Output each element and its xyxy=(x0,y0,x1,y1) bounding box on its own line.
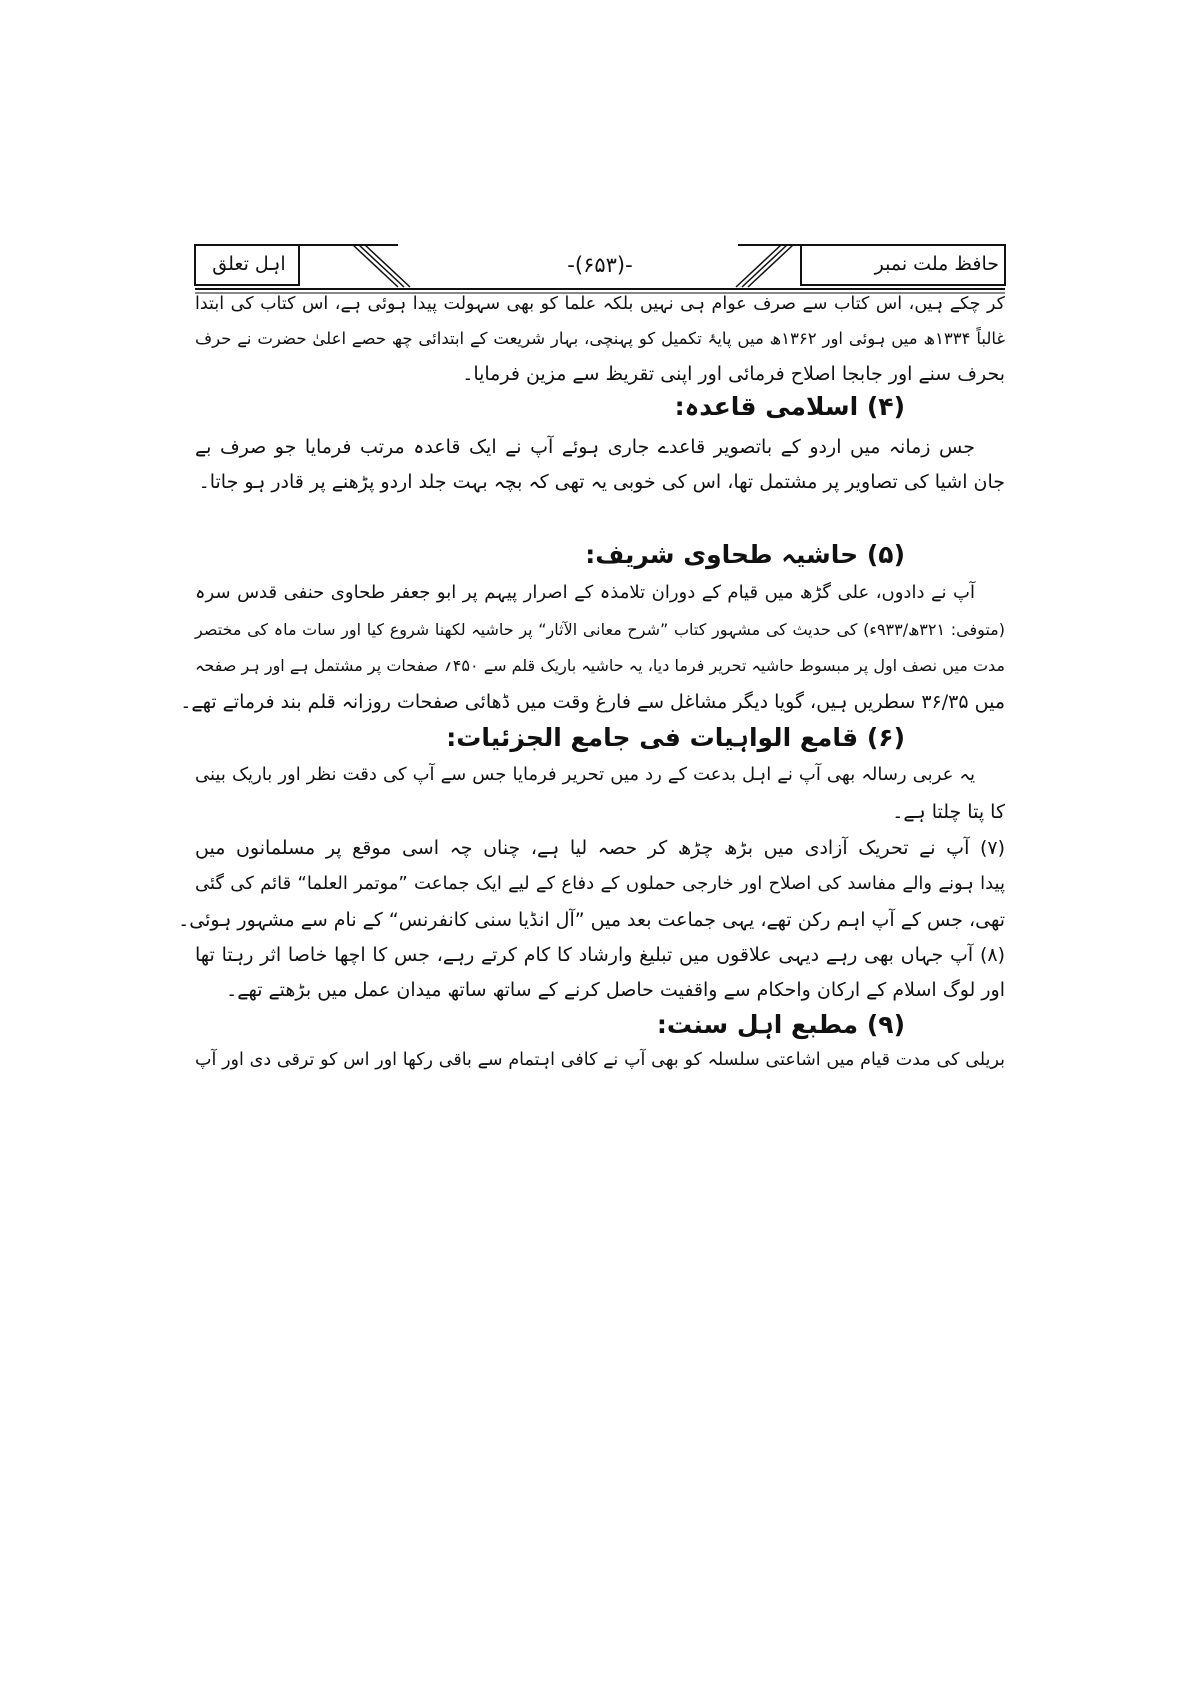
section-heading-5: (۵) حاشیہ طحاوی شریف: xyxy=(585,540,905,569)
text-line: مدت میں نصف اول پر مبسوط حاشیہ تحریر فرما دیا، یہ حاشیہ باریک قلم سے ۴۵۰؍ صفحات پر مشتمل ہے اور ہر صفحہ xyxy=(195,656,1006,675)
text-line: پیدا ہونے والے مفاسد کی اصلاح اور خارجی حملوں کے دفاع کے لیے ایک جماعت ”موتمر العلما“ قائم کی گئی xyxy=(195,873,1005,894)
text-line: آپ نے دادوں، علی گڑھ میں قیام کے دوران تلامذہ کے اصرار پیہم پر ابو جعفر طحاوی حنفی قدس سرہ xyxy=(195,582,975,603)
text-line: کر چکے ہیں، اس کتاب سے صرف عوام ہی نہیں بلکہ علما کو بھی سہولت پیدا ہوئی ہے، اس کتاب کی ابتدا xyxy=(195,294,1005,314)
text-line: (۸) آپ جہاں بھی رہے دیہی علاقوں میں تبلیغ وارشاد کا کام کرتے رہے، جس کا اچھا خاصا اثر رہتا تھا xyxy=(195,944,1005,966)
text-line: (۷) آپ نے تحریک آزادی میں بڑھ چڑھ کر حصہ لیا ہے، چناں چہ اسی موقع پر مسلمانوں میں xyxy=(195,837,1005,859)
text-line: کا پتا چلتا ہے۔ xyxy=(892,801,1005,823)
section-title: اہل تعلق xyxy=(212,253,286,275)
text-line: اور لوگ اسلام کے ارکان واحکام سے واقفیت حاصل کرنے کے ساتھ ساتھ میدان عمل میں بڑھتے تھے۔ xyxy=(226,979,1005,1001)
text-line: (متوفی: ۳۲۱ھ/۹۳۳ء) کی حدیث کی مشہور کتاب ”شرح معانی الآثار“ پر حاشیہ لکھنا شروع کیا اور سات ماہ کی مختصر xyxy=(195,620,1005,639)
text-line: جس زمانہ میں اردو کے باتصویر قاعدے جاری ہوئے آپ نے ایک قاعدہ مرتب فرمایا جو صرف بے xyxy=(195,436,975,458)
text-line: بریلی کی مدت قیام میں اشاعتی سلسلہ کو بھی آپ نے کافی اہتمام سے باقی رکھا اور اس کو ترقی دی اور آپ xyxy=(195,1050,1005,1070)
section-heading-4: (۴) اسلامی قاعدہ: xyxy=(674,392,905,421)
magazine-title: حافظ ملت نمبر xyxy=(874,253,999,275)
text-line: جان اشیا کی تصاویر پر مشتمل تھا، اس کی خوبی یہ تھی کہ بچہ بہت جلد اردو پڑھنے پر قادر ہو جاتا۔ xyxy=(198,471,1005,493)
section-heading-6: (۶) قامع الواہیات فی جامع الجزئیات: xyxy=(446,723,905,752)
section-heading-9: (۹) مطبع اہل سنت: xyxy=(656,1010,905,1039)
text-line: بحرف سنے اور جابجا اصلاح فرمائی اور اپنی تقریظ سے مزین فرمایا۔ xyxy=(462,363,1005,385)
text-line: غالباً ۱۳۳۴ھ میں ہوئی اور ۱۳۶۲ھ میں پایۂ تکمیل کو پہنچی، بہار شریعت کے ابتدائی چھ حصے اعلیٰ حضرت نے حرف xyxy=(195,329,1006,348)
text-line: تھی، جس کے آپ اہم رکن تھے، یہی جماعت بعد میں ”آل انڈیا سنی کانفرنس“ کے نام سے مشہور ہوئی۔ xyxy=(178,909,1005,931)
text-line: یہ عربی رسالہ بھی آپ نے اہل بدعت کے رد میں تحریر فرمایا جس سے آپ کی دقت نظر اور باریک بینی xyxy=(195,764,975,785)
text-line: میں ۳۶/۳۵ سطریں ہیں، گویا دیگر مشاغل سے فارغ وقت میں ڈھائی صفحات روزانہ قلم بند فرماتے تھے۔ xyxy=(180,691,1005,713)
page-number: -(۶۵۳)- xyxy=(567,253,633,277)
